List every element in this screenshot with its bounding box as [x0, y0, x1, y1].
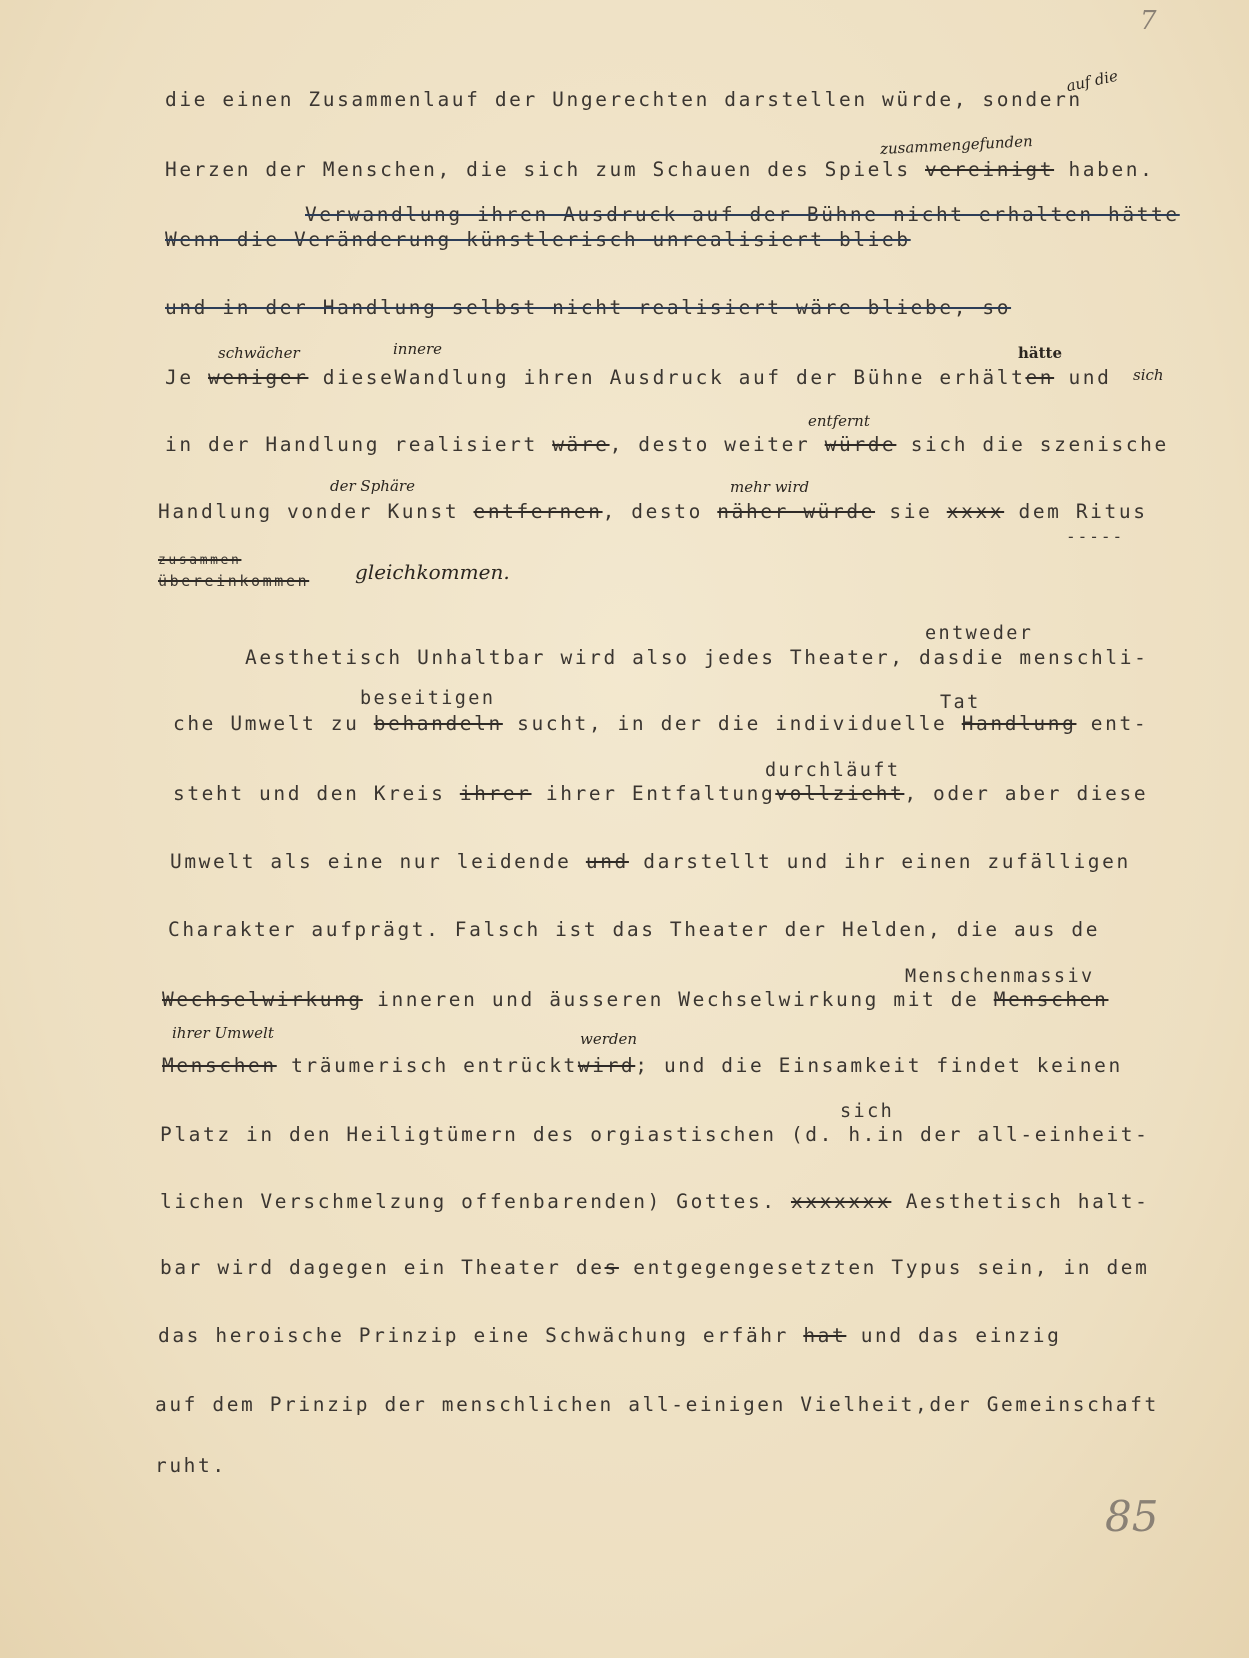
handwritten-insert: zusammengefunden	[879, 132, 1034, 158]
typed-insert: beseitigen	[360, 688, 496, 709]
text-line: Je weniger dieseWandlung ihren Ausdruck auf der Bühne erhälten und	[165, 366, 1112, 389]
text-line: Umwelt als eine nur leidende und darstellt und ihr einen zufälligen	[170, 850, 1131, 873]
page-number-top: 7	[1140, 6, 1157, 36]
text-line: Handlung vonder Kunst entfernen, desto näher würde sie xxxx dem Ritus	[158, 500, 1148, 523]
struck-line: Wenn die Veränderung künstlerisch unrealisiert blieb	[165, 228, 911, 251]
handwritten-insert: hätte	[1018, 344, 1063, 362]
text-line: ruht.	[155, 1454, 227, 1477]
text-line: das heroische Prinzip eine Schwächung erfähr hat und das einzig	[158, 1324, 1062, 1347]
text-line: in der Handlung realisiert wäre, desto weiter würde sich die szenische	[165, 433, 1169, 456]
struck-line: und in der Handlung selbst nicht realisiert wäre bliebe, so	[165, 296, 1012, 319]
typed-insert: entweder	[925, 623, 1034, 644]
text-line: Aesthetisch Unhaltbar wird also jedes Theater, dasdie menschli-	[245, 646, 1149, 669]
text-line: steht und den Kreis ihrer ihrer Entfaltungvollzieht, oder aber diese	[173, 782, 1149, 805]
struck-line: Verwandlung ihren Ausdruck auf der Bühne nicht erhalten hätte	[305, 203, 1180, 226]
handwritten-insert: werden	[580, 1030, 638, 1048]
handwritten-insert: entfernt	[808, 412, 870, 430]
text-line: Wechselwirkung inneren und äusseren Wechselwirkung mit de Menschen	[162, 988, 1109, 1011]
text-line: Herzen der Menschen, die sich zum Schauen des Spiels vereinigt haben.	[165, 158, 1155, 181]
text-line: lichen Verschmelzung offenbarenden) Gottes. xxxxxxx Aesthetisch halt-	[160, 1190, 1150, 1213]
text-line: Charakter aufprägt. Falsch ist das Theater der Helden, die aus de	[168, 918, 1101, 941]
text-line: auf dem Prinzip der menschlichen all-einigen Vielheit,der Gemeinschaft	[155, 1393, 1159, 1416]
text-line: che Umwelt zu behandeln sucht, in der die individuelle Handlung ent-	[173, 712, 1149, 735]
text-line: bar wird dagegen ein Theater des entgegengesetzten Typus sein, in dem	[160, 1256, 1150, 1279]
handwritten-insert: schwächer	[218, 344, 300, 362]
text-line: Platz in den Heiligtümern des orgiastischen (d. h.in der all-einheit-	[160, 1123, 1150, 1146]
handwritten-insert: innere	[393, 340, 443, 358]
struck-line: zusammen	[158, 553, 242, 568]
text-line: Menschen träumerisch entrücktwird; und die Einsamkeit findet keinen	[162, 1054, 1123, 1077]
handwritten-insert: ihrer Umwelt	[172, 1024, 274, 1042]
handwritten-insert: sich	[1133, 366, 1164, 384]
typed-insert: sich	[840, 1101, 895, 1122]
text-line: die einen Zusammenlauf der Ungerechten darstellen würde, sondern	[165, 88, 1083, 111]
handwritten-insert: der Sphäre	[330, 477, 415, 495]
page-number-bottom: 85	[1105, 1492, 1159, 1541]
handwritten-insert: gleichkommen.	[355, 560, 510, 584]
handwritten-insert: mehr wird	[730, 478, 810, 496]
typed-insert: Tat	[940, 692, 981, 713]
underline-dashes: -----	[1066, 527, 1125, 546]
text-line: übereinkommen	[158, 572, 310, 590]
struck-word: vereinigt	[925, 158, 1055, 181]
handwritten-insert: auf die	[1064, 66, 1120, 96]
typed-insert: Menschenmassiv	[905, 966, 1095, 987]
typed-insert: durchläuft	[765, 760, 901, 781]
